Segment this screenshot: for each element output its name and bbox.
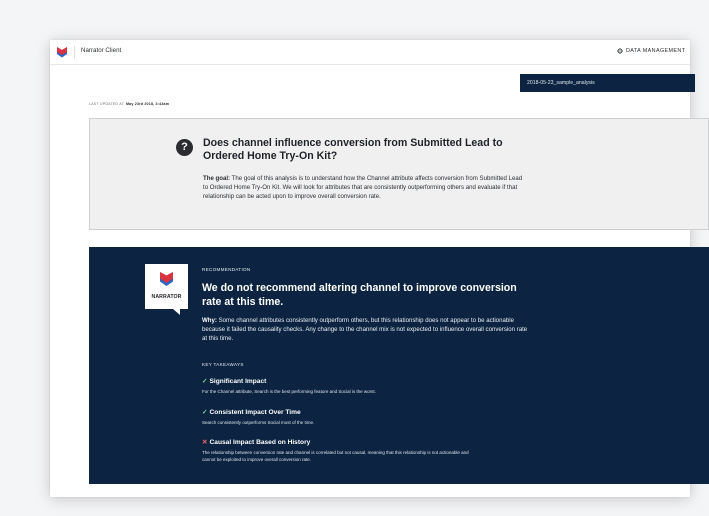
recommendation-label: RECOMMENDATION bbox=[202, 267, 251, 272]
logo-divider bbox=[74, 46, 75, 59]
takeaway-description: Search consistently outperforms Social most of the time. bbox=[202, 420, 315, 425]
check-icon: ✓ bbox=[202, 378, 208, 385]
recommendation-why bbox=[202, 316, 532, 343]
top-navigation-bar bbox=[50, 40, 690, 65]
cross-icon: ✕ bbox=[202, 439, 208, 446]
key-takeaways-label: KEY TAKEAWAYS bbox=[202, 362, 244, 367]
recommendation-panel bbox=[89, 247, 709, 484]
last-updated bbox=[89, 102, 169, 106]
analysis-goal-card bbox=[89, 118, 709, 230]
last-updated-value: May 23rd 2018, 3:43am bbox=[125, 102, 170, 106]
badge-label: NARRATOR bbox=[151, 294, 182, 300]
takeaway-title: Significant Impact bbox=[209, 378, 267, 385]
data-management-menu[interactable] bbox=[617, 48, 685, 54]
question-icon: ? bbox=[176, 139, 193, 156]
last-updated-label: LAST UPDATED AT: bbox=[89, 102, 125, 106]
narrator-shield-icon bbox=[159, 271, 174, 287]
narrator-logo-icon[interactable] bbox=[56, 46, 68, 58]
narrator-badge bbox=[145, 264, 188, 309]
app-window bbox=[50, 40, 690, 497]
check-icon: ✓ bbox=[202, 409, 208, 416]
analysis-selector[interactable]: 2018-05-23_sample_analysis bbox=[520, 74, 695, 92]
takeaway-description: The relationship between conversion rate and channel is correlated but not causal, meaning that this relationship is not actionable and cannot be exploited to improve overall conversion rate. bbox=[202, 450, 469, 462]
takeaway-title: Consistent Impact Over Time bbox=[209, 409, 301, 416]
gear-icon bbox=[617, 48, 623, 54]
goal-text: The goal of this analysis is to understand how the Channel attribute affects conversion from Submitted Lead to Ordered Home Try-On Kit. We will look for attributes that are consistently outperforming others and evaluate if that relationship can be acted upon to improve overall conversion rate. bbox=[203, 175, 523, 200]
goal-description bbox=[203, 174, 523, 201]
takeaway-description: For the Channel attribute, Search is the best performing feature and Social is the worst. bbox=[202, 389, 376, 394]
why-text: Some channel attributes consistently outperform others, but this relationship does not appear to be actionable because it failed the causality checks. Any change to the channel mix is not expected to influence overall conversion rate at this time. bbox=[202, 317, 528, 342]
recommendation-title: We do not recommend altering channel to improve conversion rate at this time. bbox=[202, 282, 517, 308]
goal-lead: The goal: bbox=[203, 175, 231, 182]
takeaway-title: Causal Impact Based on History bbox=[209, 439, 311, 446]
data-management-label: DATA MANAGEMENT bbox=[626, 48, 686, 54]
takeaway-significant-impact bbox=[202, 377, 502, 395]
goal-question-title: Does channel influence conversion from Submitted Lead to Ordered Home Try-On Kit? bbox=[203, 137, 503, 162]
app-title[interactable]: Narrator Client bbox=[81, 47, 122, 54]
takeaway-causal-impact bbox=[202, 438, 502, 463]
takeaway-consistent-impact bbox=[202, 408, 502, 426]
why-lead: Why: bbox=[202, 317, 217, 324]
